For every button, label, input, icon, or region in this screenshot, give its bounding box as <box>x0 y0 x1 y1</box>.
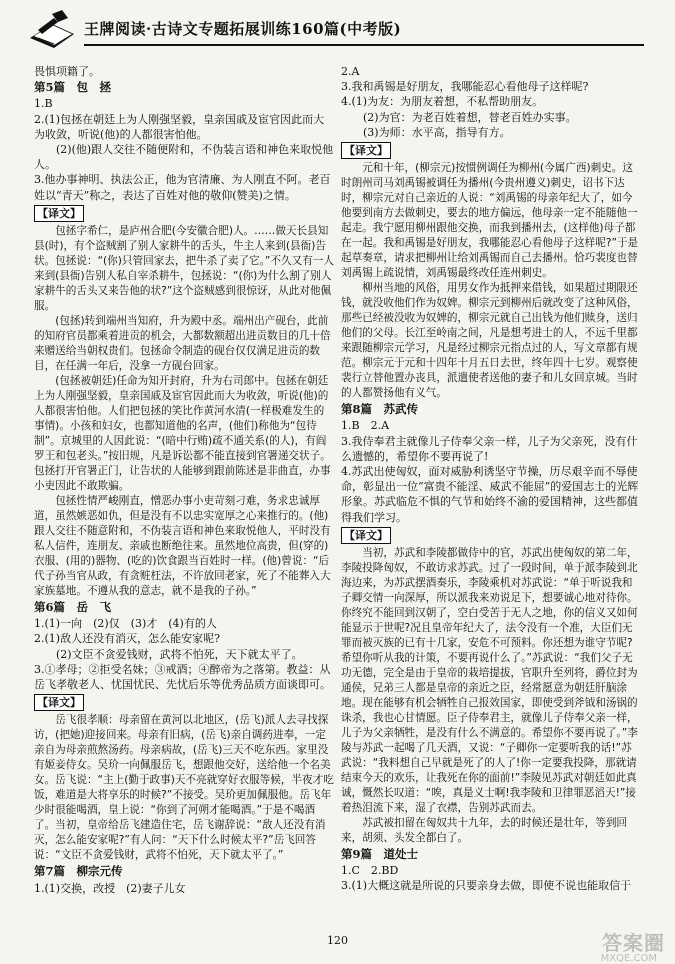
s7-answer-1: 1.(1)交换，改授 (2)妻子儿女 <box>34 881 186 895</box>
s7-answer-4a: 4.(1)为友：为朋友着想，不私帮助朋友。 <box>341 95 544 109</box>
section-7-title: 第7篇 柳宗元传 <box>34 864 123 879</box>
watermark-url: MXQE.COM <box>600 953 657 964</box>
s9-answer-1: 1.C 2.BD <box>341 864 399 878</box>
intro-line: 畏惧项籍了。 <box>34 65 100 78</box>
s6-answer-2a: 2.(1)敌人还没有消灭，怎么能安家呢? <box>34 632 220 646</box>
section-9-title: 第9篇 道处士 <box>341 847 419 862</box>
s7-answer-4b: (2)为官：为老百姓着想，替老百姓办实事。 <box>363 110 577 124</box>
s8-translation-p2: 苏武被扣留在匈奴共十九年，去的时候还是壮年，等到回来，胡须、头发全都白了。 <box>341 817 628 845</box>
translation-tag: 【译文】 <box>341 527 391 544</box>
page-header <box>0 0 675 58</box>
left-column <box>34 64 334 896</box>
s5-translation-p4: 包拯性情严峻刚直，憎恶办事小吏苛刻刁难，务求忠诚厚道，虽然嫉恶如仇，但是没有不以忠实宽厚之心来推行的。(他)跟人交往不随意附和，不伪装言语和神色来取悦他人，平时没有私人信件，连朋友、亲戚也断绝往来。虽然地位高贵，但(穿的)衣服、(用的)器物、(吃的)饮食跟当百姓时一样。(他)曾说：“后代子孙当官从政，有贪赃枉法，不许放回老家，死了不能葬入大家族墓地。不遵从我的意志，就不是我的子孙。” <box>34 495 331 598</box>
open-book-icon <box>28 8 80 50</box>
s7-translation-p1: 元和十年，(柳宗元)按惯例调任为柳州(今属广西)刺史。这时朗州司马刘禹锡被调任为播州(今贵州遵义)刺史，诏书下达时，柳宗元对自己亲近的人说：“刘禹锡的母亲年纪大了，如今他要到南方去做刺史，要去的地方偏远，他母亲一定不能随他一起走。我宁愿用柳州跟他交换，而我到播州去，(这样他)母子都在一起。我和禹锡是好朋友，我哪能忍心看他母子这样呢?”于是起草奏章，请求把柳州让给刘禹锡而自己去播州。恰巧裴度也替刘禹锡上疏说情，刘禹锡最终改任连州刺史。 <box>341 162 639 280</box>
watermark-logo: 答案圈 <box>602 931 665 955</box>
s8-translation-p1: 当初，苏武和李陵都做侍中的官，苏武出使匈奴的第二年，李陵投降匈奴，不敢访求苏武。过了一段时间，单于派李陵到北海边来，为苏武摆酒奏乐，李陵乘机对苏武说：“单于听说我和子卿交情一向深厚，所以派我来劝说足下，想要诚心地对待你。你终究不能回到汉朝了，空白受苦于无人之地，你的信义又如何能显示于世呢?况且皇帝年纪大了，法令没有一个准，大臣们无罪而被灭族的已有十几家，安危不可预料。你还想为谁守节呢?希望你听从我的计策，不要再说什么了。”苏武说：“我们父子无功无德，完全是由于皇帝的栽培提拔，官职升至列将，爵位封为通侯，兄弟三人都是皇帝的亲近之臣，经常愿意为朝廷肝脑涂地。现在能够有机会牺牲自己报效国家，即使受到斧钺和汤锅的诛杀，我也心甘情愿。臣子侍奉君主，就像儿子侍奉父亲一样，儿子为父亲牺牲，是没有什么不满意的。希望你不要再说了。”李陵与苏武一起喝了几天酒，又说：“子卿你一定要听我的话!”苏武说：“我料想自己早就是死了的人了!你一定要我投降，那就请结束今天的欢乐，让我死在你的面前!”李陵见苏武对朝廷如此真诚，慨然长叹道：“唉，真是义士啊!我李陵和卫律罪恶滔天!”接着热泪流下来，湿了衣襟，告别苏武而去。 <box>341 547 638 815</box>
s7-answer-4c: (3)为师：水平高，指导有方。 <box>363 125 511 139</box>
s6-answer-1: 1.(1)一向 (2)仅 (3)才 (4)有的人 <box>34 617 217 631</box>
section-5-title: 第5篇 包 拯 <box>34 80 112 95</box>
s5-translation-p2: (包拯)转到端州当知府，升为殿中丞。端州出产砚台，此前的知府官员都乘着进贡的机会，大都数额超出进贡数目的几十倍来赠送给当朝权贵们。包拯命令制造的砚台仅仅满足进贡的数目，在任满一年后，没拿一方砚台回家。 <box>34 315 331 373</box>
header-rule <box>84 44 644 46</box>
s6-answer-3: 3.①孝母；②拒受名妹；③戒酒；④醉帝为之落第。教益：从岳飞孝敬老人、忧国忧民、先忧后乐等优秀品质方面谈即可。 <box>34 662 331 692</box>
s6-answer-2b: (2)文臣不贪爱钱财，武将不怕死，天下就太平了。 <box>56 647 303 661</box>
s8-answer-4: 4.苏武出使匈奴，面对威胁利诱坚守节操，历尽艰辛而不辱使命，彰显出一位“富贵不能淫、威武不能屈”的爱国志士的光辉形象。苏武临危不惧的气节和始终不渝的爱国精神，这些都值得我们学习。 <box>341 465 639 524</box>
page-number: 120 <box>327 934 348 947</box>
s5-answer-2a: 2.(1)包拯在朝廷上为人刚强坚毅，皇亲国戚及宦官因此而大为收敛，听说(他)的人都很害怕他。 <box>34 112 325 141</box>
translation-tag: 【译文】 <box>34 205 84 222</box>
s5-answer-2b: (2)(他)跟人交往不随便附和，不伪装言语和神色来取悦他人。 <box>34 143 334 172</box>
section-6-title: 第6篇 岳 飞 <box>34 600 112 615</box>
translation-tag: 【译文】 <box>341 142 391 159</box>
s8-answer-1: 1.B 2.A <box>341 419 390 433</box>
s9-answer-3: 3.(1)大概这就是所说的只要亲身去做，即使不说也能取信于 <box>341 879 632 893</box>
s5-answer-1: 1.B <box>34 97 53 111</box>
s6-translation-p1: 岳飞很孝顺：母亲留在黄河以北地区，(岳飞)派人去寻找探访，(把她)迎接回来。母亲有旧病，(岳飞)亲自调药进奉，一定亲自为母亲煎熬汤药。母亲病故，(岳飞)三天不吃东西。家里没有姬妾侍女。吴玠一向佩服岳飞，想跟他交好，送给他一个名美女。岳飞说：“主上(勤于政事)天不亮就穿好衣服等候，半夜才吃饭，难道是大将享乐的时候?”不接受。吴玠更加佩服他。岳飞年少时很能喝酒，皇上说：“你到了河朔才能喝酒。”于是不喝酒了。当初，皇帝给岳飞建造住宅，岳飞谢辞说：“敌人还没有消灭，怎么能安家呢?”有人问：“天下什么时候太平?”岳飞回答说：“文臣不贪爱钱财，武将不怕死，天下就太平了。” <box>34 714 334 862</box>
right-column <box>341 64 641 894</box>
s5-answer-3: 3.他办事神明、执法公正，他为官清廉、为人刚直不阿。老百姓以“青天”称之，表达了百姓对他的敬仰(赞美)之情。 <box>34 173 331 202</box>
translation-tag: 【译文】 <box>34 694 84 711</box>
header-title: 王牌阅读·古诗文专题拓展训练160篇(中考版) <box>84 20 402 38</box>
s5-translation-p3: (包拯被朝廷)任命为知开封府，升为右司郎中。包拯在朝廷上为人刚强坚毅，皇亲国戚及宦官因此而大为收敛，听说(他)的人都很害怕他。人们把包拯的笑比作黄河水清(一样极难发生的事情)。小孩和妇女，也都知道他的名声，(他们)称他为“包待制”。京城里的人因此说：“(暗中行贿)疏不通关系(的人)，有阎罗王和包老头。”按旧规，凡是诉讼都不能直接到官署递交状子。包拯打开官署正门，让告状的人能够到跟前陈述是非曲直，办事小吏因此不敢欺骗。 <box>34 375 331 493</box>
s8-answer-3: 3.我侍奉君主就像儿子侍奉父亲一样，儿子为父亲死，没有什么遗憾的，希望你不要再说了! <box>341 434 638 463</box>
s7-answer-3: 3.我和禹锡是好朋友，我哪能忍心看他母子这样呢? <box>341 80 589 94</box>
s7-answer-2: 2.A <box>341 65 360 78</box>
section-8-title: 第8篇 苏武传 <box>341 402 419 417</box>
s7-translation-p2: 柳州当地的风俗，用男女作为抵押来借钱，如果超过期限还钱，就没收他们作为奴婢。柳宗元到柳州后就改变了这种风俗，那些已经被没收为奴婢的，柳宗元就自己出钱为他们赎身，送归他们的父母。长江至岭南之间，凡是想考进士的人，不远千里都来跟随柳宗元学习，凡是经过柳宗元指点过的人，写文章都有规范。柳宗元于元和十四年十月五日去世，终年四十七岁。观察使裴行立替他置办丧具，派遣使者送他的妻子和儿女回京城。当时的人都赞扬他有义气。 <box>341 282 638 400</box>
s5-translation-p1: 包拯字希仁，是庐州合肥(今安徽合肥)人。……做天长县知县(时)，有个盗贼割了别人家耕牛的舌头，牛主人来到(县衙)告状。包拯说：“(你)只管回家去，把牛杀了卖了它。”不久又有一人来到(县衙)告别人私自宰杀耕牛，包拯说：“(你)为什么割了别人家耕牛的舌头又来告他的状?”这个盗贼感到很惊讶，从此对他佩服。 <box>34 225 334 313</box>
